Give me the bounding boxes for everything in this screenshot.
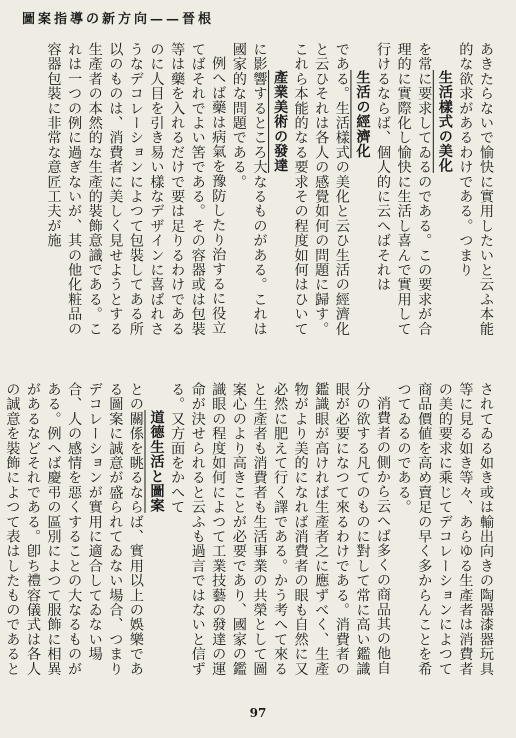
- paragraph: 例へば藥は病氣を豫防したり治するに役立てばそれでよい筈である。その容器或は包裝等は藥を入れるだけで要は足りるわけであるのに人目を引き易い樣なデザインに喜ばれさうなデコレーションによつて包裝してある所以のものは、消費者に美しく見せようとする生產者の本然的な生產的裝飾意識である。これは一つの例に過ぎないが、其の他化粧品の容器包裝に非常な意匠工夫が施: [45, 42, 227, 336]
- paragraph: との關係を眺るならば、實用以上の娛樂である圖案に誠意が盛られてゐない場合、つまりデコレーションが實用に適合してゐない場合、人の感情を惡くすることの大なるものがある。例へば慶弔の區別によつて服飾に相異があるなどそれである。卽ち禮容儀式は各人の誠意を裝飾によつて表はしたものであると: [4, 382, 144, 676]
- paragraph: である。生活樣式の美化と云ひ生活の經濟化と云ひそれは各人の感覺如何の問題に歸す。これら本能的なる要求その程度如何はひいて: [292, 42, 350, 336]
- section-heading-text: 生活の經濟化: [354, 70, 371, 159]
- header-title: 圖案指導の新方向——晉根: [22, 12, 215, 27]
- section-heading-text: 道德生活と圖案: [148, 410, 165, 514]
- page-number: 97: [249, 706, 267, 720]
- top-text-column: [18, 42, 496, 342]
- paragraph: を常に要求してゐるのである。この要求が合理的に實際化し愉快に生活し喜んで實用して行けるならば、個人的に云へばそれは: [375, 42, 433, 336]
- section-heading: [434, 42, 455, 342]
- running-header: [22, 8, 492, 30]
- section-heading-text: 生活樣式の美化: [436, 70, 453, 174]
- section-heading-text: 產業美術の發達: [272, 70, 289, 174]
- paragraph: あきたらないで愉快に實用したいと云ふ本能的な欲求があるわけである。つまり: [457, 42, 494, 336]
- paragraph: に影響するところ大なるものがある。これは國家的な問題である。: [230, 42, 268, 336]
- section-heading: [269, 42, 290, 342]
- section-heading: [146, 382, 167, 682]
- paragraph: 消費者の側から云へば多くの商品其の他自分の欲する凡てのものに對して常に高い鑑識眼が必要になつて來るわけである。消費者の鑑識眼が高ければ生產者之に應ずべく、生產物がより美的になれば消費者の眼も自然に又必然に肥えて行く譯である。かう考へて來ると生產者も消費者も生活事業の共榮として圖案心のより高きことが必要であり、國家の鑑識眼の程度如何によつて工業技藝の發達の運命が決せられると云ふも過言ではないと信ずる。又方面をかへて: [169, 382, 392, 676]
- section-heading: [352, 42, 373, 342]
- paragraph: されてゐる如き或は輸出向きの陶器漆器玩具等に見る如き等々、あらゆる生產者は消費者の美的要求に乘じてデコレーションによつて商品價値を高め賣足の早く多からんことを希つてゐるのである。: [395, 382, 494, 676]
- bottom-text-column: [4, 382, 496, 682]
